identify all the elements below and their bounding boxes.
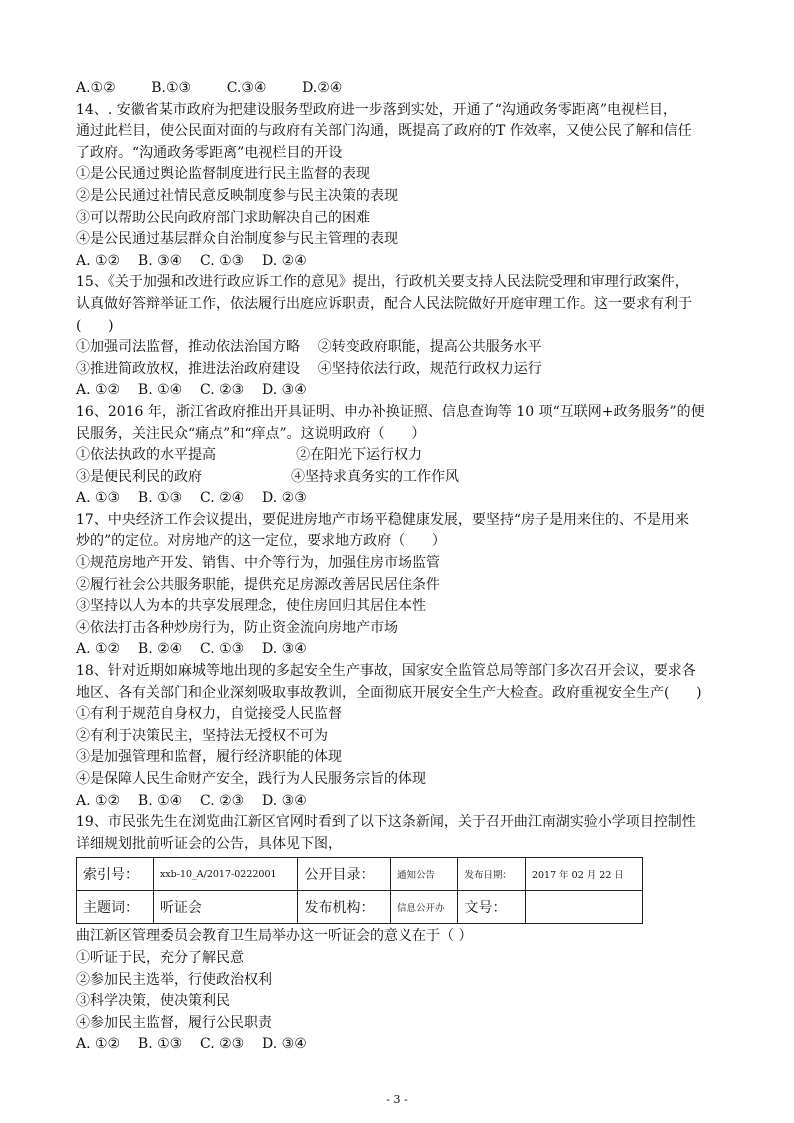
q15-item: ③推进简政放权，推进法治政府建设 ④坚持依法行政，规范行政权力运行 — [76, 360, 542, 377]
announcement-info-table — [76, 857, 643, 924]
q14-item: ④是公民通过基层群众自治制度参与民主管理的表现 — [76, 231, 398, 248]
doc-number-label: 文号： — [458, 891, 525, 924]
q19-stem-line: 详细规划批前听证会的公告，具体见下图， — [76, 835, 342, 852]
q14-stem-line: 通过此栏目，使公民面对面的与政府有关部门沟通，既提高了政府的T 作效率，又使公民了解和信任 — [76, 123, 692, 140]
q16-stem-line: 民服务，关注民众“痛点”和“痒点”。这说明政府（ ） — [76, 425, 426, 442]
q14-options: A. ①② B. ③④ C. ①③ D. ②④ — [76, 252, 307, 269]
date-value: 2017 年 02 月 22 日 — [525, 858, 642, 891]
q18-item: ④是保障人民生命财产安全，践行为人民服务宗旨的体现 — [76, 771, 426, 787]
q14-item: ②是公民通过社情民意反映制度参与民主决策的表现 — [76, 187, 398, 204]
index-label: 索引号： — [77, 858, 154, 891]
q15-answer-blank: ( ) — [76, 317, 114, 334]
doc-number-value — [525, 891, 642, 924]
q19-item: ②参加民主选举，行使政治权利 — [76, 971, 272, 988]
q17-item: ④依法打击各种炒房行为，防止资金流向房地产市场 — [76, 619, 398, 636]
q15-stem-line: 15、《关于加强和改进行政应诉工作的意见》提出，行政机关要支持人民法院受理和审理行政案件， — [76, 274, 689, 291]
table-row — [77, 891, 643, 924]
date-label: 发布日期： — [458, 858, 525, 891]
q19-stem-line: 19、市民张先生在浏览曲江新区官网时看到了以下这条新闻，关于召开曲江南湖实验小学项目控制性 — [76, 814, 696, 831]
q16-item: ③是便民利民的政府 ④坚持求真务实的工作作风 — [76, 468, 460, 485]
q19-options: A. ①② B. ①③ C. ②③ D. ③④ — [76, 1036, 307, 1053]
q14-item: ③可以帮助公民向政府部门求助解决自己的困难 — [76, 209, 370, 226]
q18-stem-line: 地区、各有关部门和企业深刻吸取事故教训，全面彻底开展安全生产大检查。政府重视安全生产( ) — [76, 684, 702, 701]
q15-item: ①加强司法监督，推动依法治国方略 ②转变政府职能，提高公共服务水平 — [76, 339, 542, 356]
q18-item: ③是加强管理和监督，履行经济职能的体现 — [76, 749, 342, 766]
q18-stem-line: 18、针对近期如麻城等地出现的多起安全生产事故，国家安全监管总局等部门多次召开会议，要求各 — [76, 663, 696, 680]
q19-item: ④参加民主监督，履行公民职责 — [76, 1014, 272, 1031]
q15-options: A. ①② B. ①④ C. ②③ D. ③④ — [76, 382, 307, 399]
subject-value: 听证会 — [153, 891, 298, 924]
q18-item: ①有利于规范自身权力，自觉接受人民监督 — [76, 706, 342, 723]
catalog-label: 公开目录： — [298, 858, 391, 891]
subject-label: 主题词： — [77, 891, 154, 924]
q19-item: ①听证于民，充分了解民意 — [76, 949, 244, 966]
index-value: xxb-10_A/2017-0222001 — [153, 858, 298, 891]
document-page — [76, 78, 736, 1056]
q19-item: ③科学决策，使决策利民 — [76, 993, 230, 1010]
q18-options: A. ①② B. ①④ C. ②③ D. ③④ — [76, 792, 307, 809]
q13-options: A.①② B.①③ C.③④ D.②④ — [76, 80, 343, 96]
table-row — [77, 858, 643, 891]
question-18 — [76, 661, 736, 812]
q19-question: 曲江新区管理委员会教育卫生局举办这一听证会的意义在于（ ） — [76, 928, 473, 945]
page-number: - 3 - — [386, 1093, 408, 1106]
q17-stem-line: 17、中央经济工作会议提出，要促进房地产市场平稳健康发展，要坚持“房子是用来住的、不是用来 — [76, 511, 689, 528]
question-16 — [76, 402, 736, 510]
q14-stem-line: 14、. 安徽省某市政府为把建设服务型政府进一步落到实处，开通了“沟通政务零距离”电视栏目， — [76, 101, 678, 118]
q16-options: A. ①③ B. ①③ C. ②④ D. ②③ — [76, 490, 307, 507]
question-19 — [76, 812, 736, 1056]
q17-options: A. ①② B. ②④ C. ①③ D. ③④ — [76, 641, 307, 658]
q14-item: ①是公民通过舆论监督制度进行民主监督的表现 — [76, 166, 370, 183]
q18-item: ②有利于决策民主，坚持法无授权不可为 — [76, 727, 328, 744]
q17-stem-line: 炒的”的定位。对房地产的这一定位，要求地方政府（ ） — [76, 533, 446, 550]
q14-stem-line: 了政府。“沟通政务零距离”电视栏目的开设 — [76, 144, 343, 161]
org-value: 信息公开办 — [391, 891, 458, 924]
org-label: 发布机构： — [298, 891, 391, 924]
q17-item: ①规范房地产开发、销售、中介等行为，加强住房市场监管 — [76, 555, 440, 572]
q16-item: ①依法执政的水平提高 ②在阳光下运行权力 — [76, 447, 423, 464]
q15-stem-line: 认真做好答辩举证工作，依法履行出庭应诉职责，配合人民法院做好开庭审理工作。这一要求有利于 — [76, 295, 692, 312]
question-14 — [76, 100, 736, 273]
q17-item: ②履行社会公共服务职能，提供充足房源改善居民居住条件 — [76, 576, 440, 593]
question-15 — [76, 272, 736, 402]
question-17 — [76, 510, 736, 661]
q17-item: ③坚持以人为本的共享发展理念，使住房回归其居住本性 — [76, 598, 426, 615]
catalog-value: 通知公告 — [391, 858, 458, 891]
q16-stem-line: 16、2016 年，浙江省政府推出开具证明、申办补换证照、信息查询等 10 项“互联网+政务服务”的便 — [76, 403, 705, 420]
